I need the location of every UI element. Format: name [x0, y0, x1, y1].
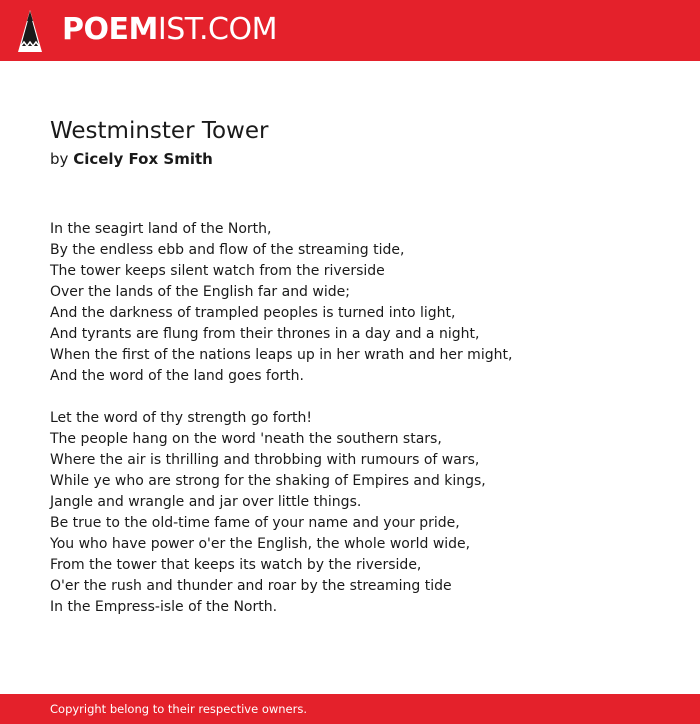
poem-line: From the tower that keeps its watch by the riverside,: [50, 557, 422, 573]
poem-line: The tower keeps silent watch from the riverside: [50, 263, 385, 279]
poem-line: While ye who are strong for the shaking of Empires and kings,: [50, 473, 486, 489]
site-header: [0, 0, 700, 61]
poem-line: In the seagirt land of the North,: [50, 221, 272, 237]
poem-line: When the first of the nations leaps up in her wrath and her might,: [50, 347, 513, 363]
pencil-tip-icon[interactable]: [18, 10, 42, 52]
poem-line: The people hang on the word 'neath the southern stars,: [50, 431, 442, 447]
site-logo-link[interactable]: [62, 13, 277, 47]
copyright-notice: Copyright belong to their respective owners.: [50, 702, 308, 716]
poem-line: Jangle and wrangle and jar over little things.: [50, 494, 362, 510]
site-footer: [0, 694, 700, 724]
poem-line: O'er the rush and thunder and roar by the streaming tide: [50, 578, 452, 594]
poem-line: And the word of the land goes forth.: [50, 368, 304, 384]
poem-line: By the endless ebb and flow of the streaming tide,: [50, 242, 405, 258]
by-label: by: [50, 150, 69, 168]
poem-body: [50, 219, 670, 639]
poem-line: And the darkness of trampled peoples is turned into light,: [50, 305, 456, 321]
poem-line: In the Empress-isle of the North.: [50, 599, 278, 615]
logo-text-strong: POEM: [62, 12, 158, 47]
poem-byline: [50, 149, 213, 169]
stanza: [50, 408, 670, 618]
logo-text-light: IST.COM: [157, 12, 277, 47]
poem-line: Where the air is thrilling and throbbing with rumours of wars,: [50, 452, 480, 468]
poem-line: And tyrants are flung from their thrones in a day and a night,: [50, 326, 480, 342]
author-name: Cicely Fox Smith: [73, 150, 213, 168]
poem-title: Westminster Tower: [50, 118, 269, 144]
poem-line: Over the lands of the English far and wide;: [50, 284, 350, 300]
poem-line: Be true to the old-time fame of your name and your pride,: [50, 515, 460, 531]
poem-line: Let the word of thy strength go forth!: [50, 410, 312, 426]
stanza: [50, 219, 670, 387]
poem-line: You who have power o'er the English, the whole world wide,: [50, 536, 471, 552]
